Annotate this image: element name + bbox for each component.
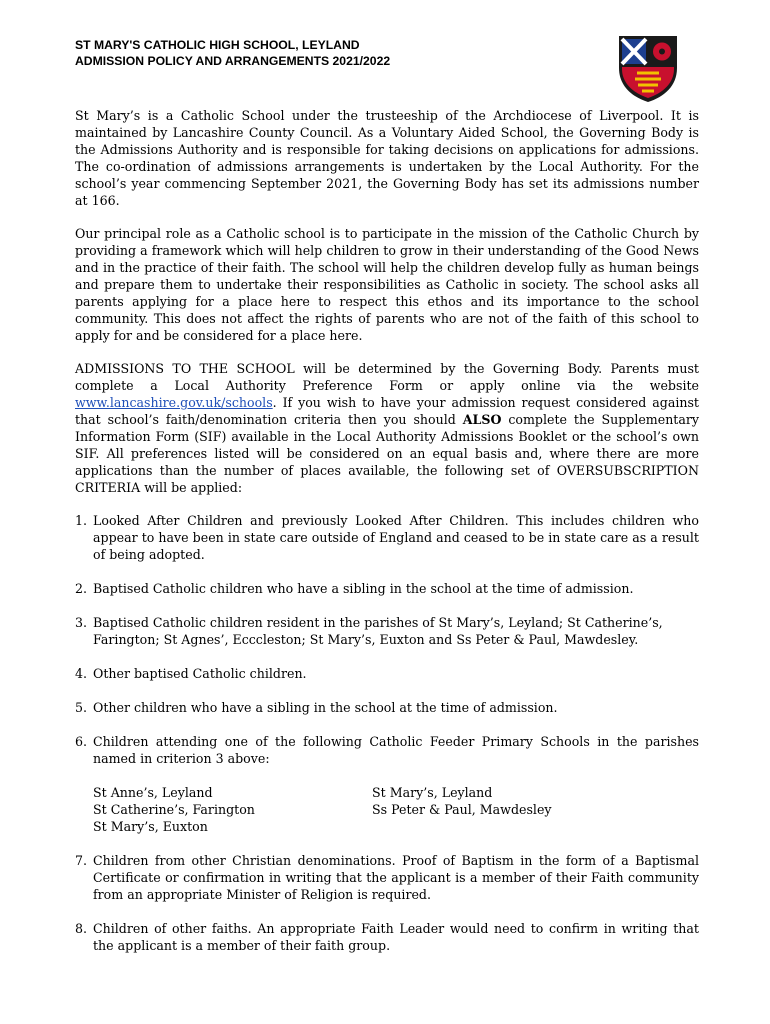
- admissions-paragraph: [75, 360, 699, 496]
- admissions-text-c: complete the Supplementary Information Form (SIF) available in the Local Authority Admissions Booklet or the school’s own SIF. All preferences listed will be considered on an equal basis and, where there are more applications than the number of places available, the following set of OVERSUBSCRIPTION CRITERIA will be applied:: [75, 412, 700, 495]
- criterion-text: Other baptised Catholic children.: [93, 666, 307, 681]
- criterion-item: [75, 699, 699, 716]
- criterion-text: Children of other faiths. An appropriate Faith Leader would need to confirm in writing that the applicant is a member of their faith group.: [93, 921, 699, 953]
- document-header: [75, 37, 390, 69]
- feeder-school: St Mary’s, Leyland: [372, 785, 493, 800]
- feeder-school: St Catherine’s, Farington: [93, 802, 255, 817]
- criterion-number: 8.: [75, 921, 88, 936]
- criterion-content: [93, 733, 699, 835]
- feeder-schools-table: [93, 784, 699, 835]
- criterion-item: [75, 580, 699, 597]
- school-crest-icon: [617, 34, 679, 104]
- criterion-text: Baptised Catholic children who have a sibling in the school at the time of admission.: [93, 581, 634, 596]
- criterion-item: [75, 852, 699, 903]
- criterion-text: Looked After Children and previously Looked After Children. This includes children who appear to have been in state care outside of England and ceased to be in state care as a result of being adopted.: [93, 513, 699, 562]
- criterion-number: 7.: [75, 853, 88, 868]
- criterion-text: Children attending one of the following Catholic Feeder Primary Schools in the parishes named in criterion 3 above:: [93, 734, 699, 766]
- mission-paragraph: Our principal role as a Catholic school is to participate in the mission of the Catholic Church by providing a framework which will help children to grow in their understanding of the Good News and in the practice of their faith. The school will help the children develop fully as human beings and prepare them to undertake their responsibilities as Catholic in society. The school asks all parents applying for a place here to respect this ethos and its importance to the school community. This does not affect the rights of parents who are not of the faith of this school to apply for and be considered for a place here.: [75, 226, 699, 343]
- criterion-number: 1.: [75, 513, 88, 528]
- feeder-school: St Mary’s, Euxton: [93, 819, 208, 834]
- admissions-text-a: ADMISSIONS TO THE SCHOOL will be determined by the Governing Body. Parents must complete a Local Authority Preference Form or apply online via the website: [75, 361, 699, 393]
- school-name-title: ST MARY'S CATHOLIC HIGH SCHOOL, LEYLAND: [75, 38, 360, 52]
- feeder-school: St Anne’s, Leyland: [93, 785, 213, 800]
- criterion-number: 2.: [75, 581, 88, 596]
- admissions-text-b: . If you wish to have your admission request considered against that school’s faith/denomination criteria then you should: [75, 395, 699, 427]
- admissions-also-emphasis: ALSO: [462, 412, 502, 427]
- criterion-item: [75, 665, 699, 682]
- criterion-item: [75, 512, 699, 563]
- document-body: [75, 107, 699, 971]
- policy-title: ADMISSION POLICY AND ARRANGEMENTS 2021/2022: [75, 54, 391, 68]
- oversubscription-criteria-list: [75, 512, 699, 954]
- criterion-number: 3.: [75, 615, 88, 630]
- criterion-item: [75, 920, 699, 954]
- criterion-text: Other children who have a sibling in the school at the time of admission.: [93, 700, 558, 715]
- intro-paragraph: St Mary’s is a Catholic School under the trusteeship of the Archdiocese of Liverpool. It is maintained by Lancashire County Council. As a Voluntary Aided School, the Governing Body is the Admissions Authority and is responsible for taking decisions on applications for admissions. The co-ordination of admissions arrangements is undertaken by the Local Authority. For the school’s year commencing September 2021, the Governing Body has set its admissions number at 166.: [75, 108, 699, 208]
- feeder-school: Ss Peter & Paul, Mawdesley: [372, 802, 552, 817]
- criterion-text: Baptised Catholic children resident in the parishes of St Mary’s, Leyland; St Catherine’s, Farington; St Agnes’, Ecccleston; St Mary’s, Euxton and Ss Peter & Paul, Mawdesley.: [93, 615, 663, 647]
- criterion-item: [75, 614, 699, 648]
- criterion-text: Children from other Christian denominations. Proof of Baptism in the form of a Baptismal Certificate or confirmation in writing that the applicant is a member of their Faith community from an appropriate Minister of Religion is required.: [93, 853, 699, 902]
- lancashire-schools-link[interactable]: www.lancashire.gov.uk/schools: [75, 395, 273, 410]
- criterion-number: 5.: [75, 700, 88, 715]
- criterion-item: [75, 733, 699, 835]
- criterion-number: 4.: [75, 666, 88, 681]
- criterion-number: 6.: [75, 734, 88, 749]
